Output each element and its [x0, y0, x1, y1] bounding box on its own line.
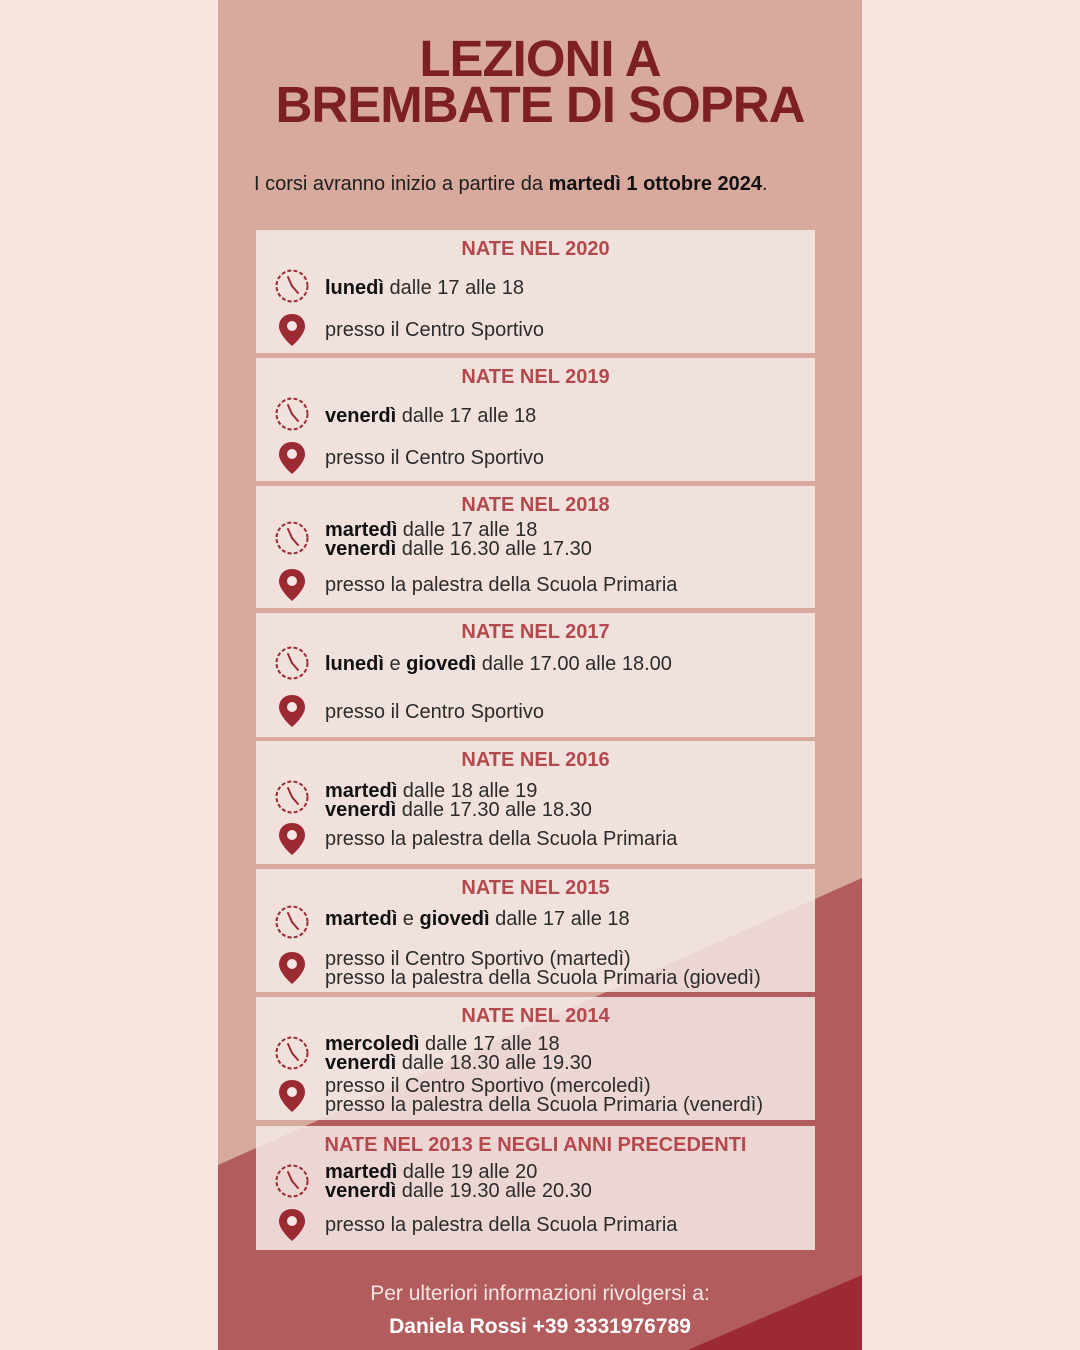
location-pin-icon: [274, 567, 310, 603]
clock-icon: [274, 779, 310, 815]
schedule-day: mercoledì: [325, 1033, 420, 1055]
card-2017: [256, 613, 815, 737]
schedule-time: dalle 18 alle 19: [397, 780, 538, 802]
schedule-line: [325, 910, 805, 929]
location-line: presso la palestra della Scuola Primaria: [325, 828, 678, 850]
schedule-day: martedì: [325, 519, 398, 541]
card-2018: [256, 486, 815, 608]
card-year-title: NATE NEL 2013 E NEGLI ANNI PRECEDENTI: [324, 1134, 747, 1156]
location-line: presso il Centro Sportivo: [325, 447, 544, 469]
location-line: presso il Centro Sportivo (mercoledì): [325, 1075, 651, 1097]
clock-icon: [274, 645, 310, 681]
card-2014: [256, 997, 815, 1120]
location-line: presso la palestra della Scuola Primaria (giovedì): [325, 967, 761, 989]
location-line: presso il Centro Sportivo: [325, 701, 544, 723]
card-2020: [256, 230, 815, 353]
poster: [218, 0, 862, 1350]
schedule-day: martedì: [325, 780, 398, 802]
schedule-time: dalle 17.30 alle 18.30: [396, 799, 592, 821]
schedule-day: venerdì: [325, 538, 397, 560]
card-2013-and-earlier: [256, 1126, 815, 1250]
schedule-line: [325, 655, 805, 674]
schedule-conjunction: e: [383, 653, 407, 675]
start-date: martedì 1 ottobre 2024: [548, 173, 763, 195]
schedule-time: dalle 18.30 alle 19.30: [396, 1052, 592, 1074]
schedule-day: venerdì: [325, 1180, 397, 1202]
clock-icon: [274, 268, 310, 304]
intro-label: I corsi avranno inizio a partire da: [254, 173, 544, 195]
schedule-time: dalle 17 alle 18: [489, 908, 630, 930]
schedule-day: lunedì: [325, 277, 384, 299]
intro-end: .: [762, 173, 768, 195]
schedule-day: martedì: [325, 1161, 398, 1183]
card-year-title: NATE NEL 2018: [461, 494, 610, 516]
card-2019: [256, 358, 815, 481]
location-line: presso il Centro Sportivo (martedì): [325, 948, 631, 970]
footer-info: Per ulteriori informazioni rivolgersi a:: [370, 1282, 710, 1305]
page-title: [218, 30, 862, 133]
card-2015: [256, 869, 815, 992]
title-line-1: LEZIONI A: [419, 30, 661, 87]
location-pin-icon: [274, 821, 310, 857]
footer-contact: Daniela Rossi +39 3331976789: [389, 1315, 691, 1338]
clock-icon: [274, 396, 310, 432]
clock-icon: [274, 1035, 310, 1071]
schedule-line: [325, 801, 805, 820]
schedule-line: [325, 407, 805, 426]
clock-icon: [274, 904, 310, 940]
schedule-time: dalle 17 alle 18: [396, 405, 537, 427]
schedule-line: [325, 279, 805, 298]
schedule-time: dalle 17.00 alle 18.00: [476, 653, 672, 675]
schedule-day: martedì: [325, 908, 398, 930]
location-pin-icon: [274, 1078, 310, 1114]
location-line: presso la palestra della Scuola Primaria: [325, 1214, 678, 1236]
clock-icon: [274, 520, 310, 556]
schedule-day: venerdì: [325, 405, 397, 427]
schedule-conjunction: e: [397, 908, 420, 930]
schedule-line: [325, 540, 805, 559]
location-line: presso la palestra della Scuola Primaria: [325, 574, 678, 596]
schedule-day: lunedì: [325, 653, 384, 675]
schedule-time: dalle 19.30 alle 20.30: [396, 1180, 592, 1202]
schedule-time: dalle 17 alle 18: [383, 277, 524, 299]
schedule-time: dalle 17 alle 18: [397, 519, 538, 541]
schedule-day: venerdì: [325, 1052, 397, 1074]
intro-text: [254, 173, 854, 196]
clock-icon: [274, 1163, 310, 1199]
card-year-title: NATE NEL 2019: [461, 366, 610, 388]
schedule-time: dalle 16.30 alle 17.30: [396, 538, 592, 560]
location-pin-icon: [274, 950, 310, 986]
schedule-day: venerdì: [325, 799, 397, 821]
card-year-title: NATE NEL 2020: [461, 238, 610, 260]
card-year-title: NATE NEL 2017: [461, 621, 610, 643]
schedule-line: [325, 1182, 805, 1201]
location-pin-icon: [274, 312, 310, 348]
location-line: presso la palestra della Scuola Primaria (venerdì): [325, 1094, 763, 1116]
title-line-2: BREMBATE DI SOPRA: [275, 76, 805, 133]
schedule-day-2: giovedì: [406, 653, 477, 675]
location-pin-icon: [274, 440, 310, 476]
schedule-day-2: giovedì: [419, 908, 490, 930]
schedule-time: dalle 17 alle 18: [419, 1033, 560, 1055]
card-2016: [256, 741, 815, 864]
schedule-line: [325, 1054, 805, 1073]
location-line: presso il Centro Sportivo: [325, 319, 544, 341]
card-year-title: NATE NEL 2014: [461, 1005, 610, 1027]
schedule-time: dalle 19 alle 20: [397, 1161, 538, 1183]
location-pin-icon: [274, 693, 310, 729]
card-year-title: NATE NEL 2015: [461, 877, 610, 899]
card-year-title: NATE NEL 2016: [461, 749, 610, 771]
location-pin-icon: [274, 1207, 310, 1243]
